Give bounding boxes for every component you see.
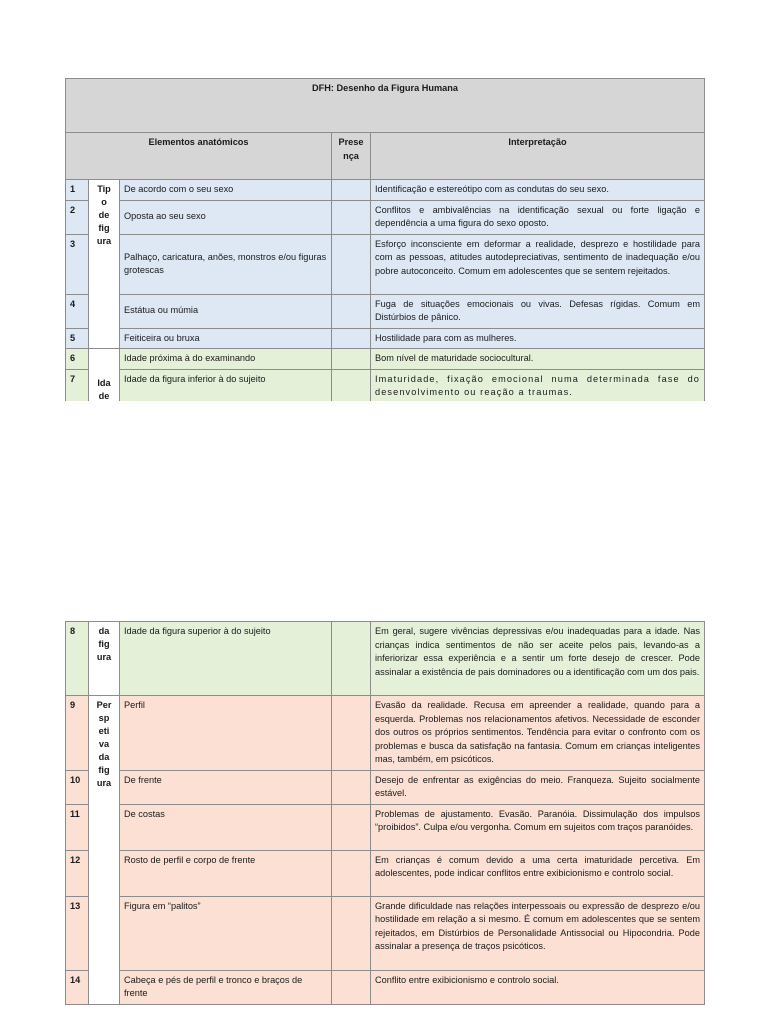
presence-cell[interactable] <box>332 349 371 370</box>
header-interpretacao: Interpretação <box>371 133 705 180</box>
element-cell: De costas <box>120 804 332 850</box>
presence-cell[interactable] <box>332 622 371 696</box>
element-cell: Cabeça e pés de perfil e tronco e braços de frente <box>120 970 332 1004</box>
table-row <box>66 970 705 1004</box>
row-number: 2 <box>66 200 89 234</box>
row-number: 10 <box>66 770 89 804</box>
row-number: 12 <box>66 850 89 896</box>
presence-cell[interactable] <box>332 234 371 294</box>
presence-cell[interactable] <box>332 850 371 896</box>
header-presenca: Prese nça <box>332 133 371 180</box>
element-cell: Rosto de perfil e corpo de frente <box>120 850 332 896</box>
page-1-clip <box>0 0 768 401</box>
presence-cell[interactable] <box>332 804 371 850</box>
element-cell: Idade da figura superior à do sujeito <box>120 622 332 696</box>
presence-cell[interactable] <box>332 369 371 401</box>
interpretation-cell: Bom nível de maturidade sociocultural. <box>371 349 705 370</box>
table-row <box>66 180 705 201</box>
header-elementos: Elementos anatómicos <box>66 133 332 180</box>
presence-cell[interactable] <box>332 180 371 201</box>
presence-cell[interactable] <box>332 770 371 804</box>
row-number: 4 <box>66 294 89 328</box>
row-number: 3 <box>66 234 89 294</box>
element-cell: Figura em “palitos” <box>120 896 332 970</box>
interpretation-cell: Imaturidade, fixação emocional numa determinada fase do desenvolvimento ou reação a traumas. <box>371 369 705 401</box>
row-number: 5 <box>66 328 89 349</box>
element-cell: Perfil <box>120 696 332 771</box>
row-number: 1 <box>66 180 89 201</box>
table-row <box>66 850 705 896</box>
element-cell: Estátua ou múmia <box>120 294 332 328</box>
table-row <box>66 696 705 771</box>
interpretation-cell: Evasão da realidade. Recusa em apreender a realidade, quando para a esquerda. Problemas nos relacionamentos afetivos. Necessidade de esconder dos outros os próprios sentimentos. Tendência para evitar o confronto com os problemas e busca da satisfação na fantasia. Comum em crianças inteligentes mas, também, em psicóticos. <box>371 696 705 771</box>
interpretation-cell: Conflito entre exibicionismo e controlo social. <box>371 970 705 1004</box>
category-tipo-de-figura: Tip o de fig ura <box>89 180 120 349</box>
dfh-table-page-2 <box>65 621 705 1005</box>
interpretation-cell: Esforço inconsciente em deformar a realidade, desprezo e hostilidade para com as pessoas, atitudes autodepreciativas, sentimento de inadequação e/ou pobre autoconceito. Comum em adolescentes que se sentem rejeitados. <box>371 234 705 294</box>
row-number: 6 <box>66 349 89 370</box>
element-cell: Idade próxima à do examinando <box>120 349 332 370</box>
row-number: 7 <box>66 369 89 401</box>
element-cell: Oposta ao seu sexo <box>120 200 332 234</box>
category-idade-de-figura-bottom: da fig ura <box>89 622 120 696</box>
element-cell: Idade da figura inferior à do sujeito <box>120 369 332 401</box>
presence-cell[interactable] <box>332 696 371 771</box>
element-cell: De acordo com o seu sexo <box>120 180 332 201</box>
table-row <box>66 200 705 234</box>
category-idade-de-figura-top: Ida de <box>89 349 120 402</box>
table-row <box>66 896 705 970</box>
table-row <box>66 770 705 804</box>
table-row <box>66 294 705 328</box>
row-number: 9 <box>66 696 89 771</box>
interpretation-cell: Em geral, sugere vivências depressivas e/ou inadequadas para a idade. Nas crianças indica sentimentos de não ser aceite pelos pais, levando-as a inferiorizar essa experiência e a sentir um forte desejo de crescer. Pode assinalar a existência de pais dominadores ou a identificação com um dos pais. <box>371 622 705 696</box>
row-number: 11 <box>66 804 89 850</box>
interpretation-cell: Identificação e estereótipo com as condutas do seu sexo. <box>371 180 705 201</box>
element-cell: De frente <box>120 770 332 804</box>
interpretation-cell: Em crianças é comum devido a uma certa imaturidade percetiva. Em adolescentes, pode indicar conflitos entre exibicionismo e controlo social. <box>371 850 705 896</box>
table-row <box>66 622 705 696</box>
table-row <box>66 804 705 850</box>
row-number: 13 <box>66 896 89 970</box>
element-cell: Feiticeira ou bruxa <box>120 328 332 349</box>
row-number: 8 <box>66 622 89 696</box>
interpretation-cell: Conflitos e ambivalências na identificação sexual ou forte ligação e dependência a uma figura do sexo oposto. <box>371 200 705 234</box>
dfh-table-page-1 <box>65 78 705 401</box>
category-perspetiva-da-figura: Per sp eti va da fig ura <box>89 696 120 1005</box>
interpretation-cell: Grande dificuldade nas relações interpessoais ou expressão de desprezo e/ou hostilidade em relação a si mesmo. É comum em adolescentes que se sentem rejeitados, em Distúrbios de Personalidade Antissocial ou Hipocondria. Pode assinalar a presença de traços psicóticos. <box>371 896 705 970</box>
presence-cell[interactable] <box>332 200 371 234</box>
table-row <box>66 349 705 370</box>
presence-cell[interactable] <box>332 294 371 328</box>
interpretation-cell: Desejo de enfrentar as exigências do meio. Franqueza. Sujeito socialmente estável. <box>371 770 705 804</box>
row-number: 14 <box>66 970 89 1004</box>
interpretation-cell: Hostilidade para com as mulheres. <box>371 328 705 349</box>
table-title: DFH: Desenho da Figura Humana <box>66 79 705 133</box>
presence-cell[interactable] <box>332 328 371 349</box>
element-cell: Palhaço, caricatura, anões, monstros e/ou figuras grotescas <box>120 234 332 294</box>
table-row <box>66 328 705 349</box>
interpretation-cell: Fuga de situações emocionais ou vivas. Defesas rígidas. Comum em Distúrbios de pânico. <box>371 294 705 328</box>
table-row <box>66 234 705 294</box>
presence-cell[interactable] <box>332 896 371 970</box>
interpretation-cell: Problemas de ajustamento. Evasão. Paranóia. Dissimulação dos impulsos “proibidos”. Culpa e/ou vergonha. Comum em sujeitos com traços paranóides. <box>371 804 705 850</box>
table-row <box>66 369 705 401</box>
presence-cell[interactable] <box>332 970 371 1004</box>
